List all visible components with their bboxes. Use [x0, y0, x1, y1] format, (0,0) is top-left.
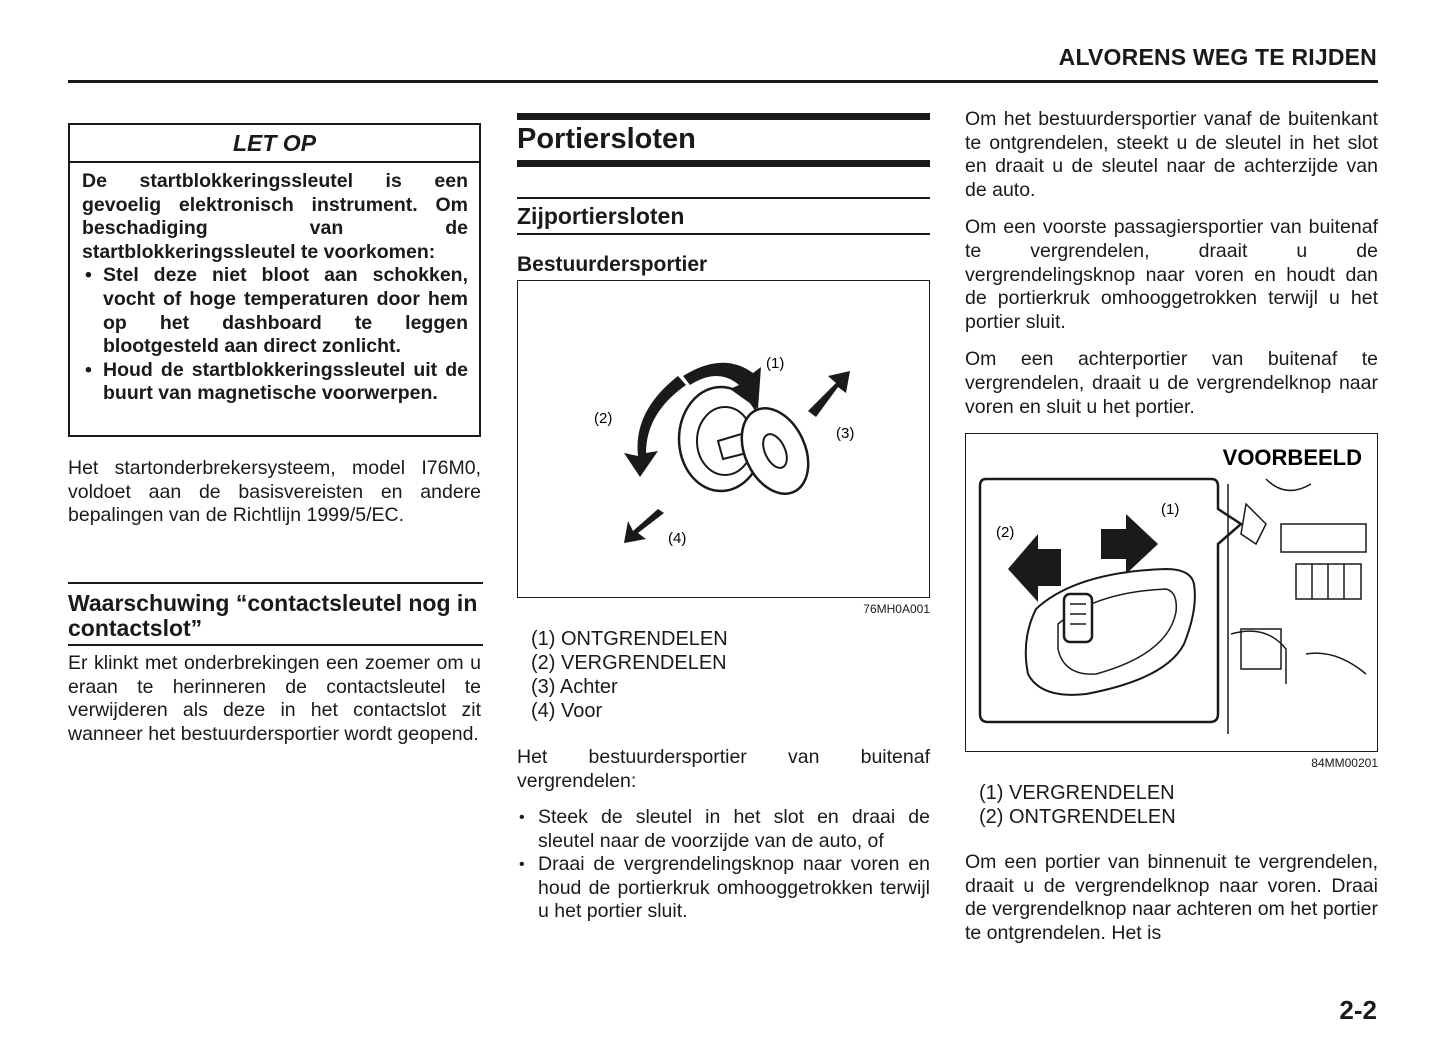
caution-body — [70, 163, 479, 406]
lock-intro: Het bestuurdersportier van buitenaf vergrendelen: — [517, 746, 930, 792]
paragraph: Om een achterportier van buitenaf te vergrendelen, draait u de vergrendelknop naar voren en sluit u het portier. — [965, 348, 1378, 418]
caution-bullets — [82, 264, 468, 406]
section-rule — [68, 644, 483, 646]
caution-intro: De startblokkeringssleutel is een gevoelig elektronisch instrument. Om beschadiging van de startblokkeringssleutel te voorkomen: — [82, 170, 468, 263]
lock-steps — [517, 806, 930, 924]
immobilizer-paragraph: Het startonderbrekersysteem, model I76M0, voldoet aan de basisvereisten en andere bepalingen van de Richtlijn 1999/5/EC. — [68, 457, 481, 527]
fig1-label: (2) — [594, 410, 613, 427]
legend-item: (2) ONTGRENDELEN — [979, 806, 1176, 828]
legend-item: (1) VERGRENDELEN — [979, 782, 1175, 804]
legend-item: (3) Achter — [531, 676, 618, 698]
lock-knob — [1064, 594, 1092, 642]
door-interior-illustration — [966, 434, 1376, 750]
page-number: 2-2 — [1339, 995, 1377, 1025]
caution-title: LET OP — [70, 125, 479, 163]
example-badge: VOORBEELD — [1222, 445, 1362, 470]
paragraph: Om het bestuurdersportier vanaf de buitenkant te ontgrendelen, steekt u de sleutel in het slot en draait u de sleutel naar de achterzijde van de auto. — [965, 108, 1378, 201]
legend-item: (2) VERGRENDELEN — [531, 652, 727, 674]
fig1-label: (1) — [766, 355, 785, 372]
figure-code: 76MH0A001 — [863, 602, 930, 616]
lock-step: • Steek de sleutel in het slot en draai de sleutel naar de voorzijde van de auto, of — [517, 806, 930, 853]
section-rule — [517, 197, 930, 199]
paragraph: Om een voorste passagiersportier van buitenaf te vergrendelen, draait u de vergrendelingsknop naar voren en houdt dan de portierkruk omhooggetrokken terwijl u het portier sluit. — [965, 216, 1378, 333]
caution-bullet: • Houd de startblokkeringssleutel uit de buurt van magnetische voorwerpen. — [82, 359, 468, 406]
closing-paragraph: Om een portier van binnenuit te vergrendelen, draait u de vergrendelknop naar voren. Draai de vergrendelknop naar achteren om het portier te ontgrendelen. Het is — [965, 851, 1379, 944]
driver-door-heading: Bestuurdersportier — [517, 253, 708, 276]
chapter-rule-top — [517, 113, 930, 120]
side-door-locks-heading: Zijportiersloten — [517, 203, 685, 229]
lock-step: • Draai de vergrendelingsknop naar voren en houd de portierkruk omhooggetrokken terwijl u het portier sluit. — [517, 853, 930, 924]
key-warning-heading: Waarschuwing “contactsleutel nog in contactslot” — [68, 590, 478, 641]
key-lock-figure — [517, 280, 930, 598]
section-rule — [68, 582, 483, 584]
door-locks-heading: Portiersloten — [517, 123, 696, 155]
fig2-label: (2) — [996, 524, 1015, 541]
header-rule — [68, 80, 1378, 83]
figure2-legend — [979, 781, 1176, 829]
chapter-rule-bottom — [517, 160, 930, 167]
callout-frame — [980, 479, 1241, 722]
legend-item: (4) Voor — [531, 700, 603, 722]
legend-item: (1) ONTGRENDELEN — [531, 628, 728, 650]
rear-direction-arrow — [808, 371, 850, 417]
key-lock-illustration — [518, 281, 928, 596]
lock-rotation-arrow — [624, 376, 686, 477]
figure-code: 84MM00201 — [1311, 756, 1378, 770]
door-interior-figure — [965, 433, 1378, 752]
key-warning-body: Er klinkt met onderbrekingen een zoemer om u eraan te herinneren de contactsleutel te verwijderen als deze in het contactslot zit wanneer het bestuurdersportier wordt geopend. — [68, 652, 481, 745]
section-rule — [517, 233, 930, 235]
caution-bullet: • Stel deze niet bloot aan schokken, vocht of hoge temperaturen door hem op het dashboard te leggen blootgesteld aan direct zonlicht. — [82, 264, 468, 358]
fig1-label: (3) — [836, 425, 855, 442]
figure1-legend — [531, 627, 728, 723]
running-header: ALVORENS WEG TE RIJDEN — [1058, 44, 1377, 70]
fig2-label: (1) — [1161, 501, 1180, 518]
front-direction-arrow — [624, 509, 664, 543]
caution-box — [68, 123, 481, 437]
right-column-text — [965, 108, 1378, 433]
fig1-label: (4) — [668, 530, 687, 547]
